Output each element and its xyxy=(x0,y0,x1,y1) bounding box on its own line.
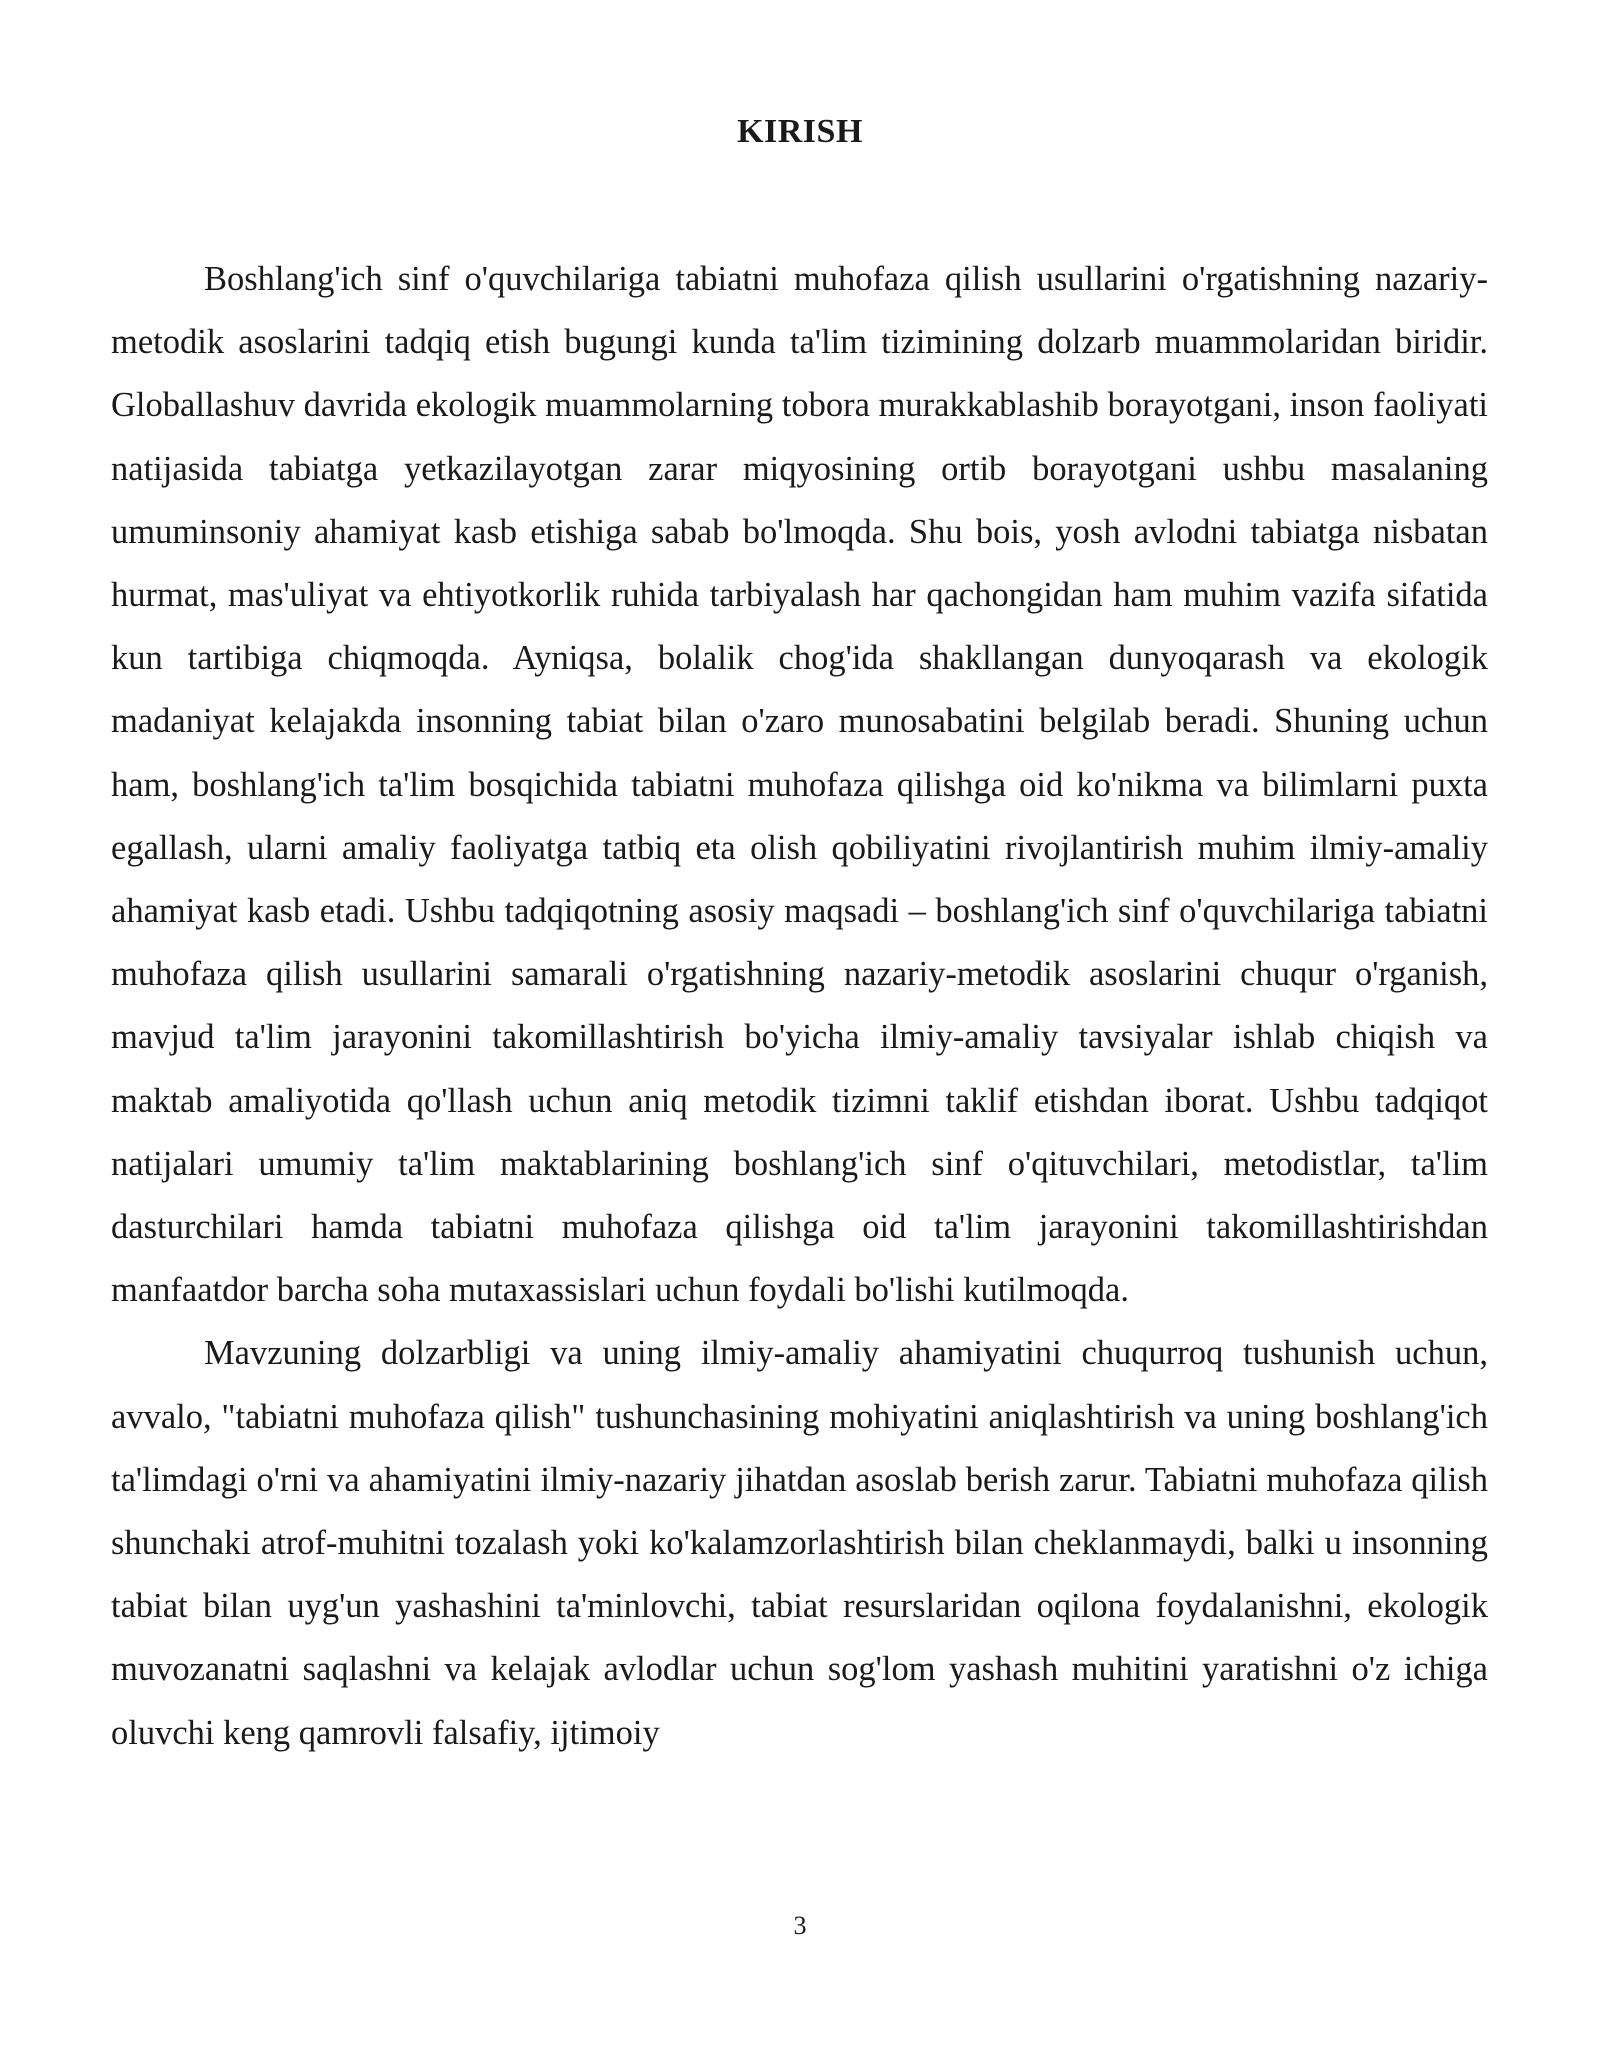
section-title: KIRISH xyxy=(737,113,863,150)
paragraph-2: Mavzuning dolzarbligi va uning ilmiy-amaliy ahamiyatini chuqurroq tushunish uchun, avvalo, "tabiatni muhofaza qilish" tushunchasining mohiyatini aniqlashtirish va uning boshlang'ich ta'limdagi o'rni va ahamiyatini ilmiy-nazariy jihatdan asoslab berish zarur. Tabiatni muhofaza qilish shunchaki atrof-muhitni tozalash yoki ko'kalamzorlashtirish bilan cheklanmaydi, balki u insonning tabiat bilan uyg'un yashashini ta'minlovchi, tabiat resurslaridan oqilona foydalanishni, ekologik muvozanatni saqlashni va kelajak avlodlar uchun sog'lom yashash muhitini yaratishni o'z ichiga oluvchi keng qamrovli falsafiy, ijtimoiy xyxy=(111,1334,1488,1752)
paragraph-1: Boshlang'ich sinf o'quvchilariga tabiatni muhofaza qilish usullarini o'rgatishning nazariy-metodik asoslarini tadqiq etish bugungi kunda ta'lim tizimining dolzarb muammolaridan biridir. Globallashuv davrida ekologik muammolarning tobora murakkablashib borayotgani, inson faoliyati natijasida tabiatga yetkazilayotgan zarar miqyosining ortib borayotgani ushbu masalaning umuminsoniy ahamiyat kasb etishiga sabab bo'lmoqda. Shu bois, yosh avlodni tabiatga nisbatan hurmat, mas'uliyat va ehtiyotkorlik ruhida tarbiyalash har qachongidan ham muhim vazifa sifatida kun tartibiga chiqmoqda. Ayniqsa, bolalik chog'ida shakllangan dunyoqarash va ekologik madaniyat kelajakda insonning tabiat bilan o'zaro munosabatini belgilab beradi. Shuning uchun ham, boshlang'ich ta'lim bosqichida tabiatni muhofaza qilishga oid ko'nikma va bilimlarni puxta egallash, ularni amaliy faoliyatga tatbiq eta olish qobiliyatini rivojlantirish muhim ilmiy-amaliy ahamiyat kasb etadi. Ushbu tadqiqotning asosiy maqsadi – boshlang'ich sinf o'quvchilariga tabiatni muhofaza qilish usullarini samarali o'rgatishning nazariy-metodik asoslarini chuqur o'rganish, mavjud ta'lim jarayonini takomillashtirish bo'yicha ilmiy-amaliy tavsiyalar ishlab chiqish va maktab amaliyotida qo'llash uchun aniq metodik tizimni taklif etishdan iborat. Ushbu tadqiqot natijalari umumiy ta'lim maktablarining boshlang'ich sinf o'qituvchilari, metodistlar, ta'lim dasturchilari hamda tabiatni muhofaza qilishga oid ta'lim jarayonini takomillashtirishdan manfaatdor barcha soha mutaxassislari uchun foydali bo'lishi kutilmoqda. xyxy=(111,260,1488,1310)
page-number: 3 xyxy=(793,1911,807,1940)
body-text xyxy=(111,248,1488,1765)
